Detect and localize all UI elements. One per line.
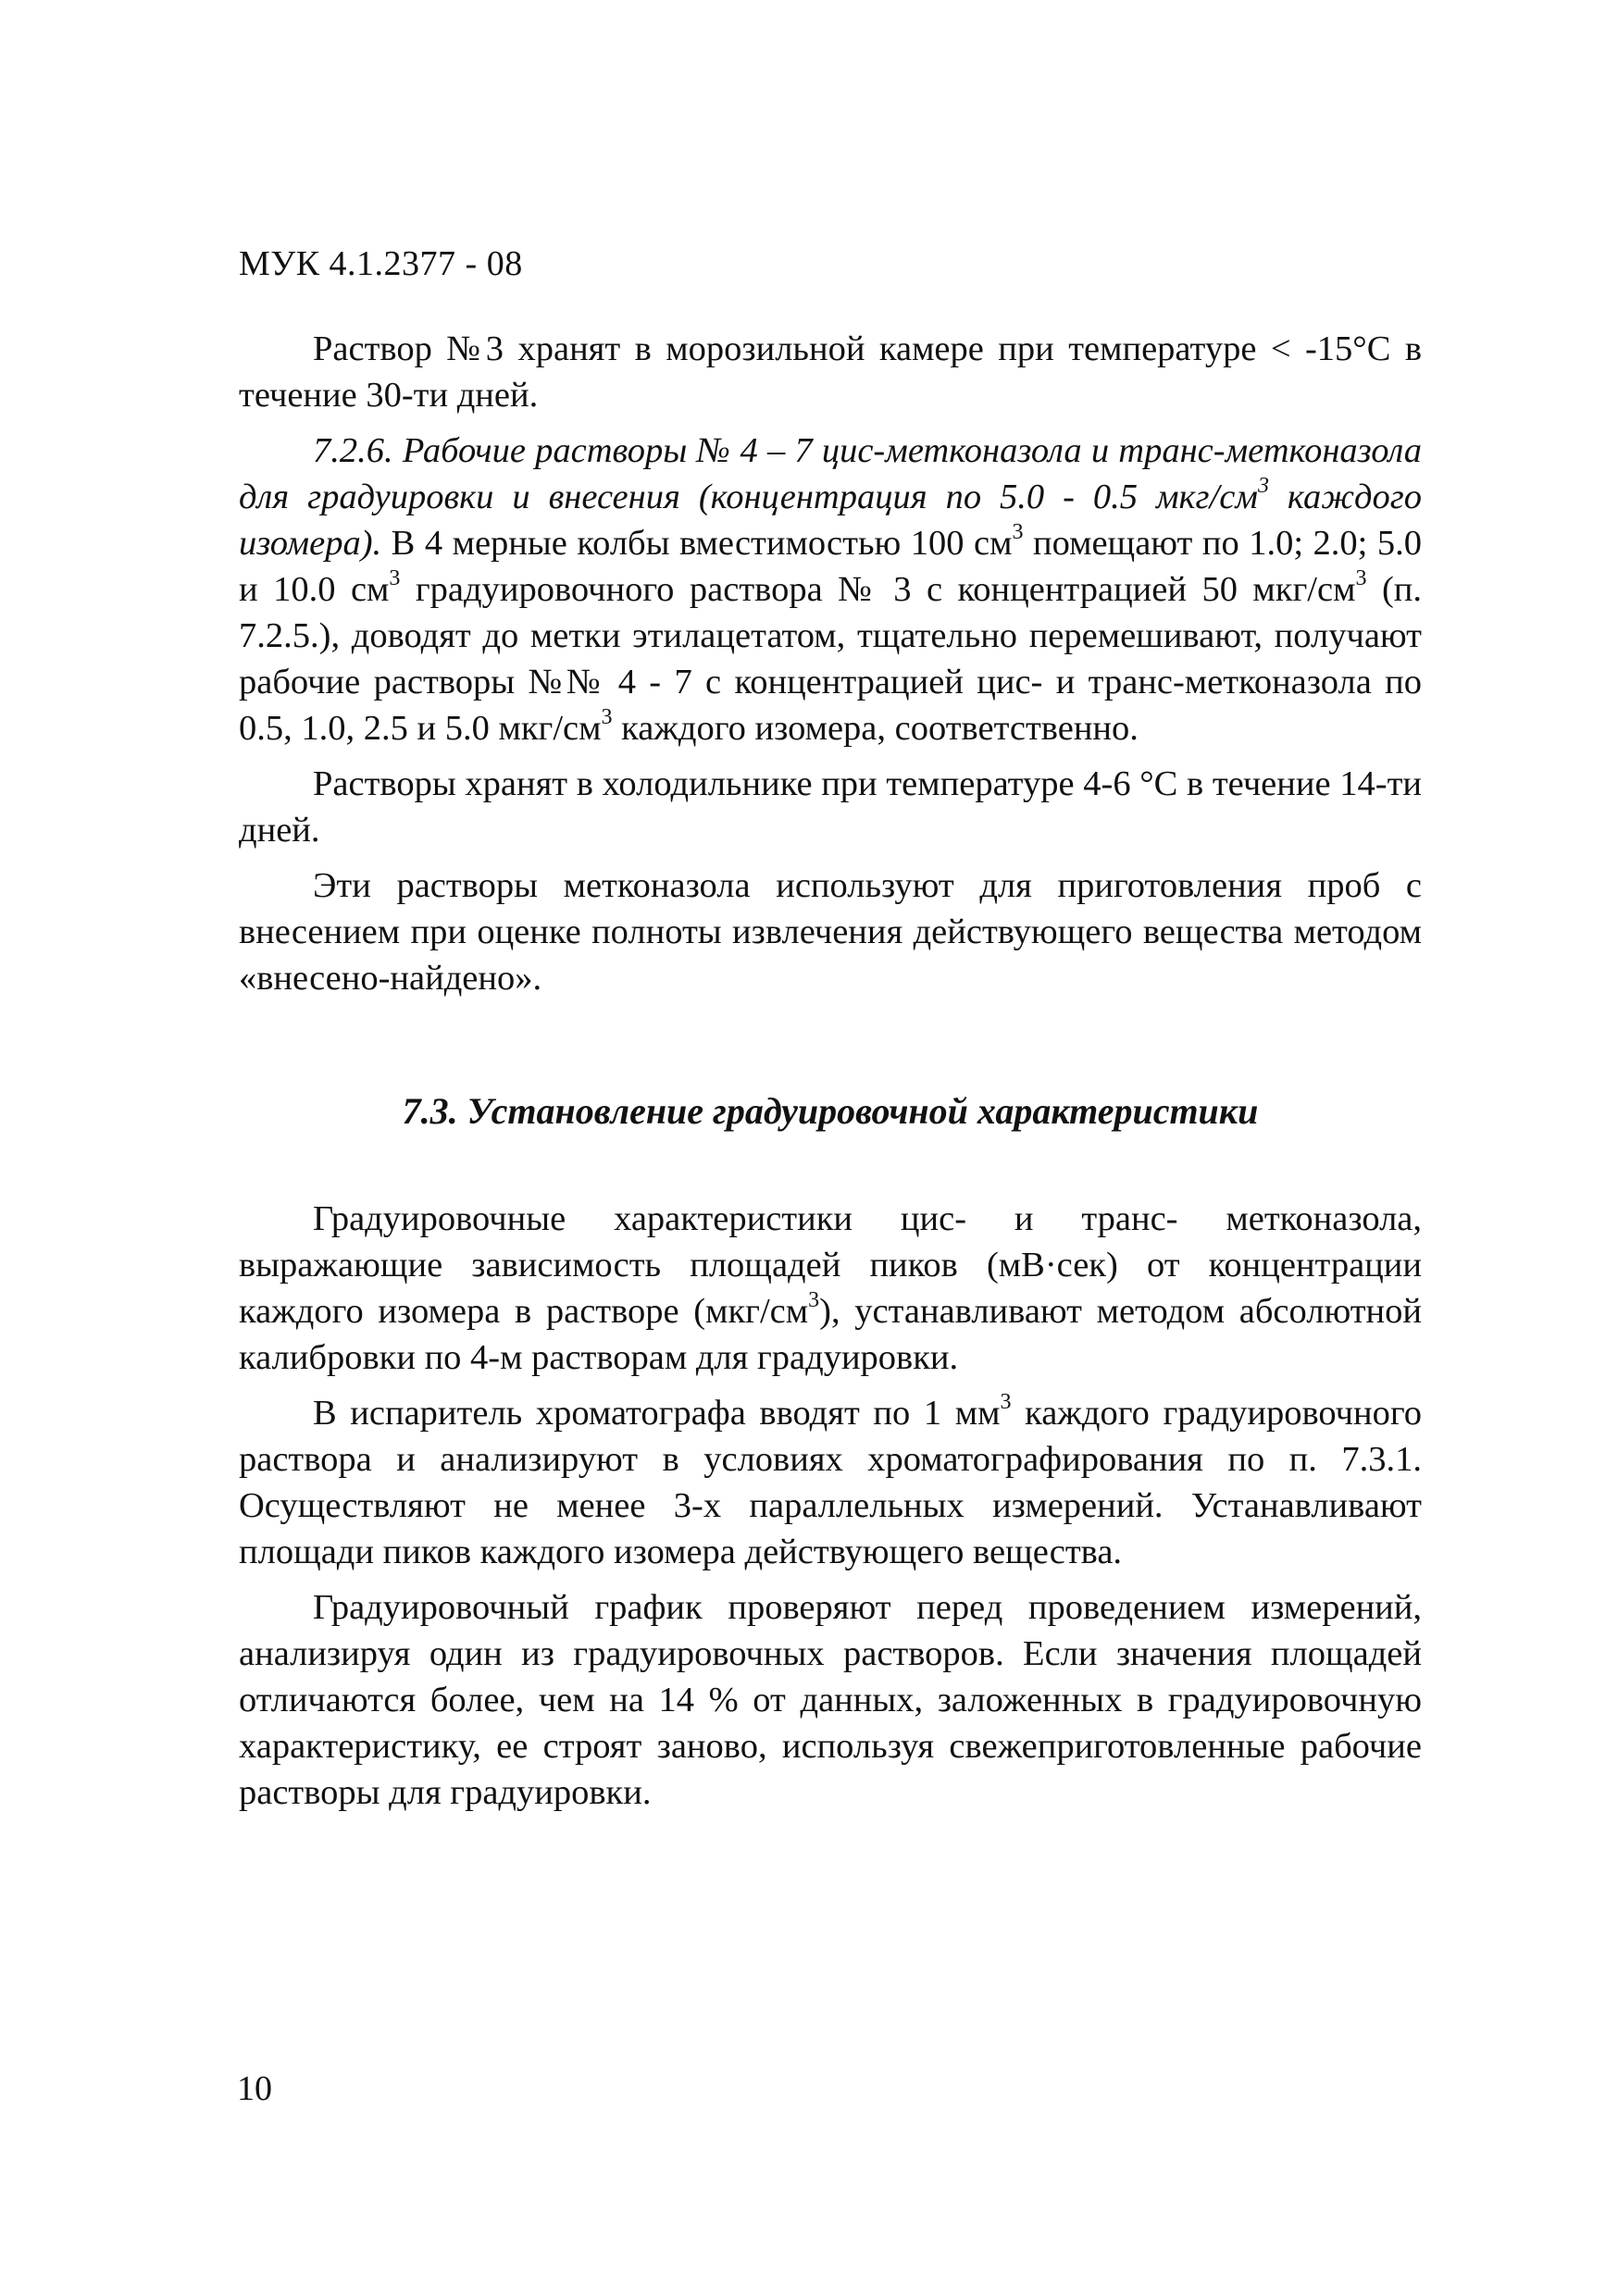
paragraph-calibration-characteristics [239, 1196, 1422, 1381]
page-body [239, 326, 1422, 1816]
paragraph-text: Градуировочные характеристики цис- и транс- метконазола, выражающие зависимость площадей пиков (мВ·сек) от концентрации каждого изомера в растворе (мкг/см [239, 1199, 1422, 1331]
paragraph-7-2-6 [239, 428, 1422, 751]
paragraph-graph-check: Градуировочный график проверяют перед проведением измерений, анализируя один из градуировочных растворов. Если значения площадей отличаются более, чем на 14 % от данных, заложенных в градуировочную характеристику, ее строят заново, используя свежеприготовленные рабочие растворы для градуировки. [239, 1588, 1422, 1812]
superscript: 3 [1012, 520, 1024, 545]
paragraph-text: ), устанавливают методом абсолютной калибровки по 4-м растворам для градуировки. [239, 1292, 1422, 1377]
paragraph-text: помещают по 1.0; 2.0; 5.0 и 10.0 см [239, 524, 1422, 609]
document-code-header: МУК 4.1.2377 - 08 [239, 244, 523, 283]
superscript: 3 [601, 705, 613, 730]
superscript: 3 [1355, 566, 1367, 591]
paragraph-text: каждого изомера, соответственно. [612, 709, 1139, 748]
subsection-title: Рабочие растворы № 4 – 7 цис-метконазола и транс-метконазола для градуировки и внесения (концентрация по 5.0 - 0.5 мкг/см [239, 431, 1422, 516]
superscript: 3 [808, 1288, 820, 1313]
paragraph-text: каждого градуировочного раствора и анализируют в условиях хроматографирования по п. 7.3.1. Осуществляют не менее 3-х параллельных измерений. Устанавливают площади пиков каждого изомера действующего вещества. [239, 1394, 1422, 1571]
paragraph-text: В 4 мерные колбы вместимостью 100 см [381, 524, 1013, 563]
paragraph-text: (п. 7.2.5.), доводят до метки этилацетатом, тщательно перемешивают, получают рабочие растворы №№ 4 - 7 с концентрацией цис- и транс-метконазола по 0.5, 1.0, 2.5 и 5.0 мкг/см [239, 570, 1422, 748]
paragraph-solution-3-storage: Раствор №3 хранят в морозильной камере при температуре < -15°С в течение 30-ти дней. [239, 329, 1422, 415]
superscript: 3 [389, 566, 401, 591]
superscript: 3 [1257, 474, 1269, 499]
paragraph-text: градуировочного раствора № 3 с концентрацией 50 мкг/см [400, 570, 1356, 609]
paragraph-injection [239, 1390, 1422, 1575]
page-number: 10 [237, 2069, 272, 2108]
paragraph-usage: Эти растворы метконазола используют для приготовления проб с внесением при оценке полноты извлечения действующего вещества методом «внесено-найдено». [239, 866, 1422, 998]
section-heading-7-3: 7.3. Установление градуировочной характеристики [402, 1090, 1259, 1132]
paragraph-text: В испаритель хроматографа вводят по 1 мм [313, 1394, 1001, 1433]
subsection-title-end: каждого изомера). [239, 478, 1422, 563]
paragraph-fridge-storage: Растворы хранят в холодильнике при температуре 4-6 °С в течение 14-ти дней. [239, 764, 1422, 850]
superscript: 3 [1000, 1390, 1012, 1415]
subsection-number: 7.2.6. [313, 431, 393, 470]
